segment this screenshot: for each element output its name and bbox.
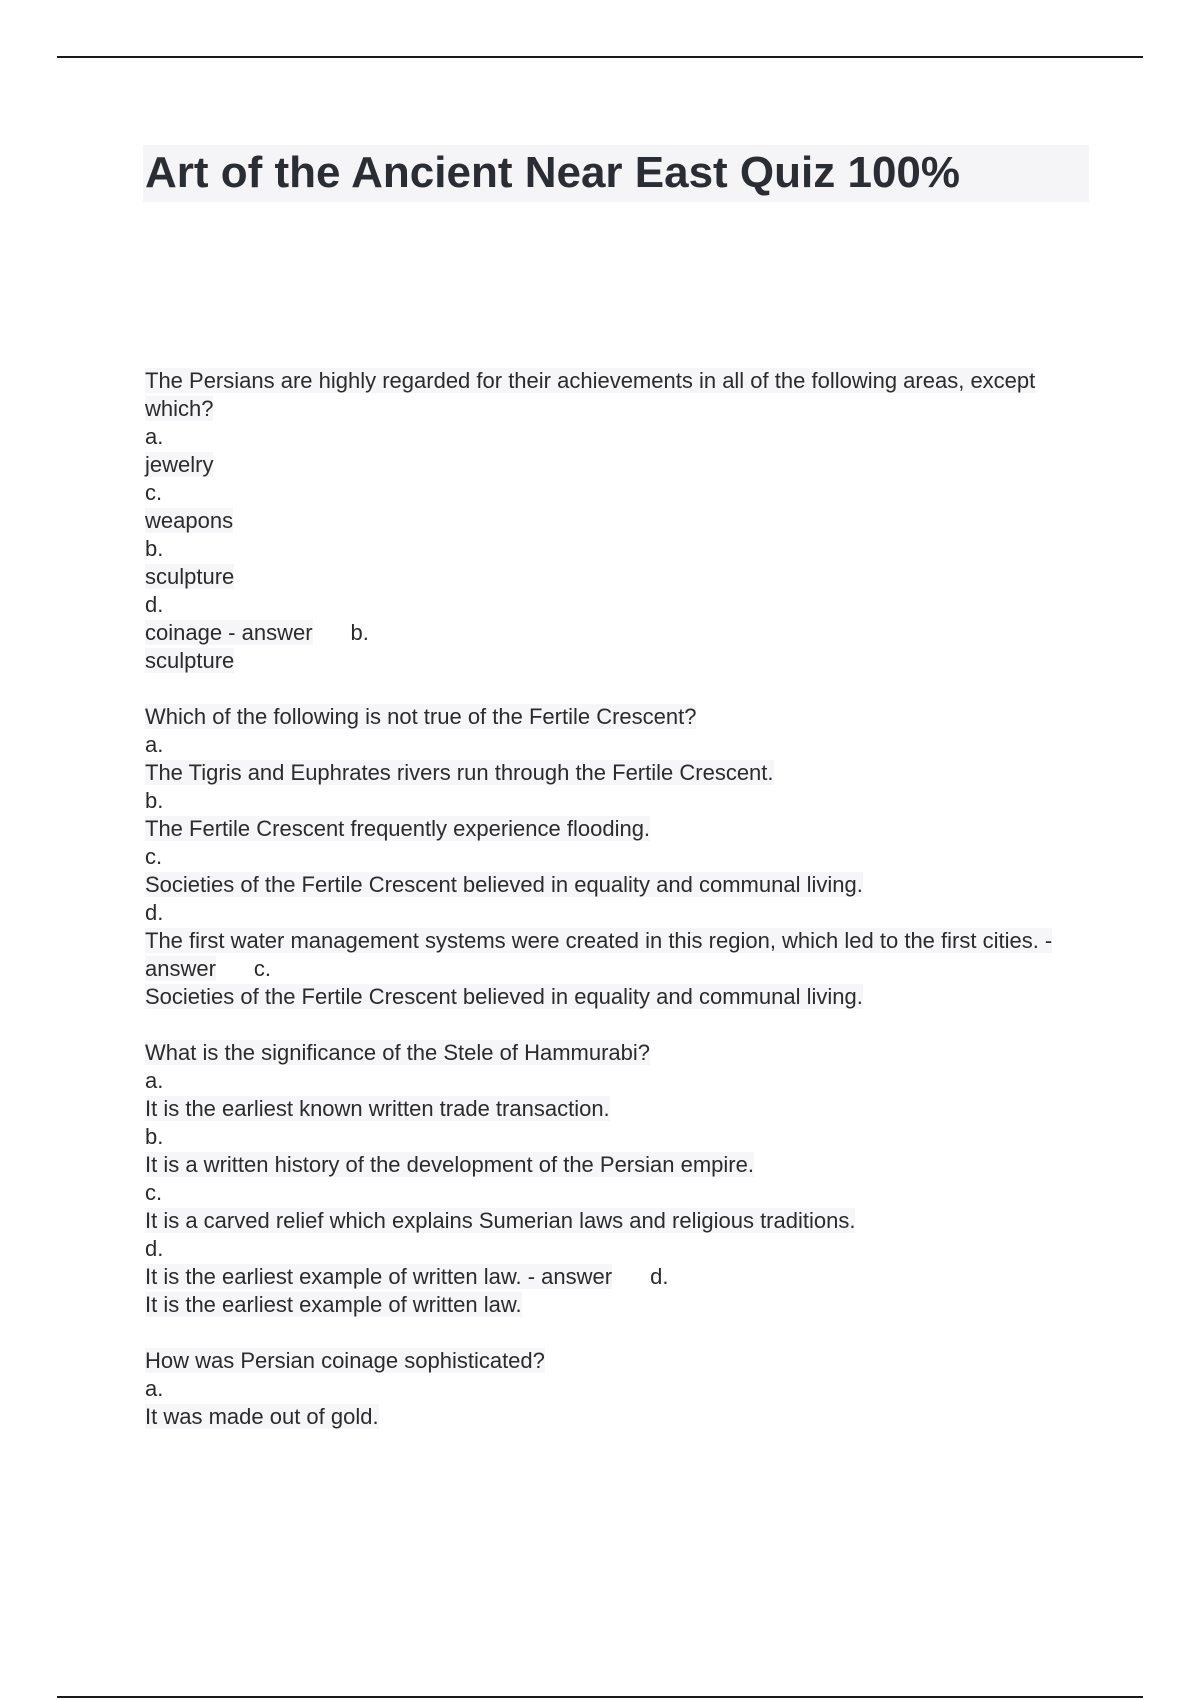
option-letter: c. bbox=[145, 480, 163, 505]
option-letter: a. bbox=[145, 424, 164, 449]
option-letter: d. bbox=[145, 1236, 164, 1261]
option-text: The Fertile Crescent frequently experience flooding. bbox=[145, 816, 651, 841]
option-letter: a. bbox=[145, 1068, 164, 1093]
question-prompt: The Persians are highly regarded for their achievements in all of the following areas, except which? bbox=[145, 368, 1036, 421]
option-text: It was made out of gold. bbox=[145, 1404, 379, 1429]
option-letter: b. bbox=[145, 1124, 164, 1149]
option-text: It is the earliest known written trade transaction. bbox=[145, 1096, 610, 1121]
question-prompt: Which of the following is not true of the Fertile Crescent? bbox=[145, 704, 697, 729]
answer-letter: c. bbox=[253, 956, 272, 981]
top-rule bbox=[57, 56, 1143, 58]
answer-letter: d. bbox=[650, 1264, 669, 1289]
option-text: weapons bbox=[145, 508, 234, 533]
question-prompt: How was Persian coinage sophisticated? bbox=[145, 1348, 545, 1373]
document-title: Art of the Ancient Near East Quiz 100% bbox=[145, 148, 961, 197]
option-text-with-answer: The first water management systems were created in this region, which led to the first cities. - answer c. bbox=[145, 928, 1053, 981]
option-letter: d. bbox=[145, 592, 164, 617]
option-text: It is a written history of the development of the Persian empire. bbox=[145, 1152, 754, 1177]
answer-text: It is the earliest example of written law. bbox=[145, 1292, 522, 1317]
option-letter: b. bbox=[145, 536, 164, 561]
option-letter: c. bbox=[145, 1180, 163, 1205]
option-letter: a. bbox=[145, 1376, 164, 1401]
answer-text: sculpture bbox=[145, 648, 235, 673]
quiz-content bbox=[145, 367, 1075, 1459]
option-text: The Tigris and Euphrates rivers run through the Fertile Crescent. bbox=[145, 760, 774, 785]
option-letter: b. bbox=[145, 788, 164, 813]
option-text: It is a carved relief which explains Sumerian laws and religious traditions. bbox=[145, 1208, 856, 1233]
answer-text: Societies of the Fertile Crescent believed in equality and communal living. bbox=[145, 984, 863, 1009]
question-block bbox=[145, 703, 1075, 1011]
question-block bbox=[145, 1039, 1075, 1319]
option-text: sculpture bbox=[145, 564, 235, 589]
bottom-rule bbox=[57, 1696, 1143, 1698]
question-block bbox=[145, 367, 1075, 675]
option-text-with-answer: It is the earliest example of written law. - answer d. bbox=[145, 1264, 669, 1289]
answer-letter: b. bbox=[350, 620, 369, 645]
question-prompt: What is the significance of the Stele of Hammurabi? bbox=[145, 1040, 651, 1065]
option-text: Societies of the Fertile Crescent believed in equality and communal living. bbox=[145, 872, 863, 897]
option-text: jewelry bbox=[145, 452, 214, 477]
option-text-with-answer: coinage - answer b. bbox=[145, 620, 369, 645]
option-letter: a. bbox=[145, 732, 164, 757]
option-letter: c. bbox=[145, 844, 163, 869]
option-letter: d. bbox=[145, 900, 164, 925]
question-block bbox=[145, 1347, 1075, 1431]
